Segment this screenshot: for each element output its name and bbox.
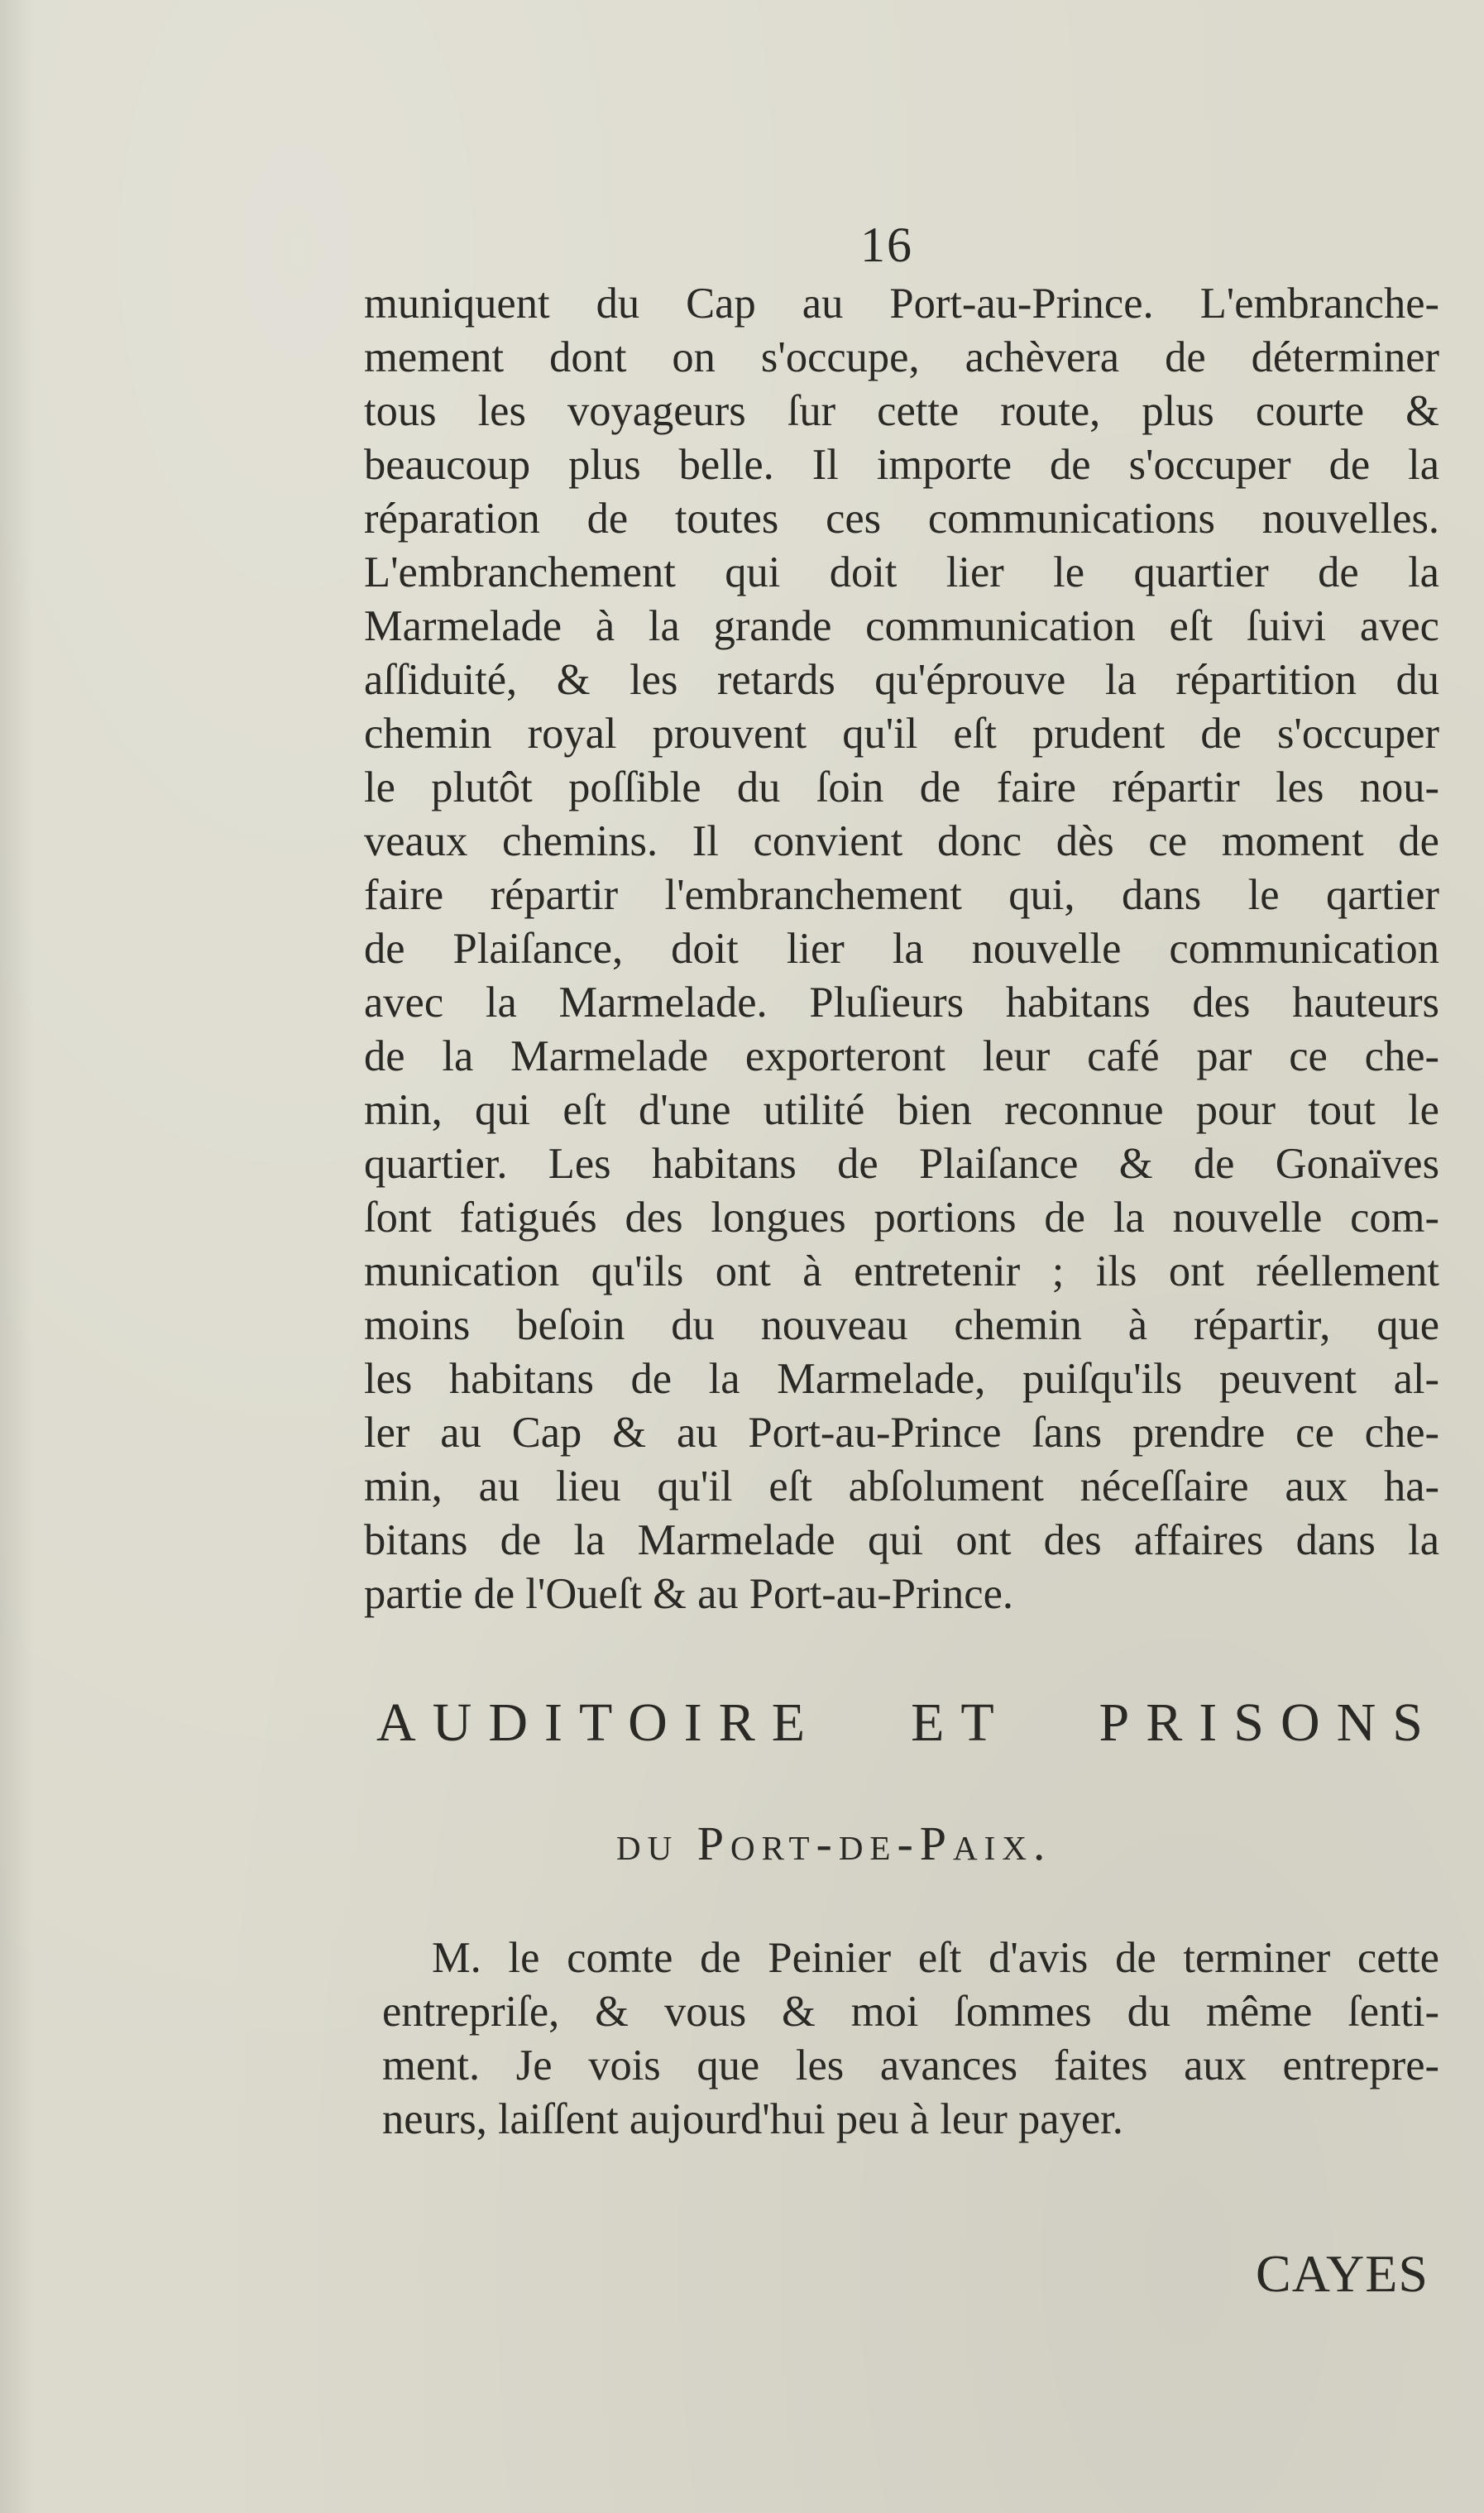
text-line: aſſiduité, & les retards qu'éprouve la répartition du — [364, 656, 1439, 704]
text-line: réparation de toutes ces communications nouvelles. — [364, 495, 1439, 543]
text-line: entrepriſe, & vous & moi ſommes du même ſenti- — [382, 1988, 1439, 2036]
text-line: le plutôt poſſible du ſoin de faire répartir les nou- — [364, 763, 1439, 811]
text-line: veaux chemins. Il convient donc dès ce moment de — [364, 817, 1439, 865]
text-line: bitans de la Marmelade qui ont des affaires dans la — [364, 1516, 1439, 1564]
text-line: les habitans de la Marmelade, puiſqu'ils peuvent al- — [364, 1355, 1439, 1403]
text-line: de la Marmelade exporteront leur café par ce che- — [364, 1032, 1439, 1080]
text-line: Marmelade à la grande communication eſt ſuivi avec — [364, 602, 1439, 650]
section-heading: AUDITOIRE ET PRISONS — [376, 1692, 1439, 1753]
text-line: tous les voyageurs ſur cette route, plus courte & — [364, 387, 1439, 435]
text-line: L'embranchement qui doit lier le quartier de la — [364, 548, 1439, 596]
body-paragraph — [364, 277, 1439, 1621]
text-line: chemin royal prouvent qu'il eſt prudent de s'occuper — [364, 710, 1439, 758]
text-line: min, au lieu qu'il eſt abſolument néceſſaire aux ha- — [364, 1462, 1439, 1510]
section-subheading: du Port-de-Paix. — [616, 1817, 1052, 1870]
text-line: muniquent du Cap au Port-au-Prince. L'embranche- — [364, 280, 1439, 328]
text-line: avec la Marmelade. Pluſieurs habitans des hauteurs — [364, 979, 1439, 1027]
text-line: M. le comte de Peinier eſt d'avis de terminer cette — [432, 1934, 1439, 1982]
second-paragraph — [382, 1931, 1439, 2147]
text-line: mement dont on s'occupe, achèvera de déterminer — [364, 333, 1439, 381]
text-line: ment. Je vois que les avances faites aux entrepre- — [382, 2042, 1439, 2089]
text-line: moins beſoin du nouveau chemin à répartir, que — [364, 1301, 1439, 1349]
text-line: ſont fatigués des longues portions de la nouvelle com- — [364, 1194, 1439, 1242]
catchword: CAYES — [1256, 2244, 1429, 2303]
text-line: faire répartir l'embranchement qui, dans le qartier — [364, 871, 1439, 919]
text-line: beaucoup plus belle. Il importe de s'occuper de la — [364, 441, 1439, 489]
text-line: partie de l'Oueſt & au Port-au-Prince. — [364, 1570, 1014, 1618]
gutter-shadow — [0, 0, 33, 2513]
page-number: 16 — [860, 218, 913, 272]
text-line: munication qu'ils ont à entretenir ; ils ont réellement — [364, 1247, 1439, 1295]
text-line: de Plaiſance, doit lier la nouvelle communication — [364, 925, 1439, 973]
text-line: neurs, laiſſent aujourd'hui peu à leur payer. — [382, 2095, 1123, 2143]
text-line: quartier. Les habitans de Plaiſance & de Gonaïves — [364, 1140, 1439, 1188]
text-line: min, qui eſt d'une utilité bien reconnue pour tout le — [364, 1086, 1439, 1134]
text-line: ler au Cap & au Port-au-Prince ſans prendre ce che- — [364, 1409, 1439, 1457]
